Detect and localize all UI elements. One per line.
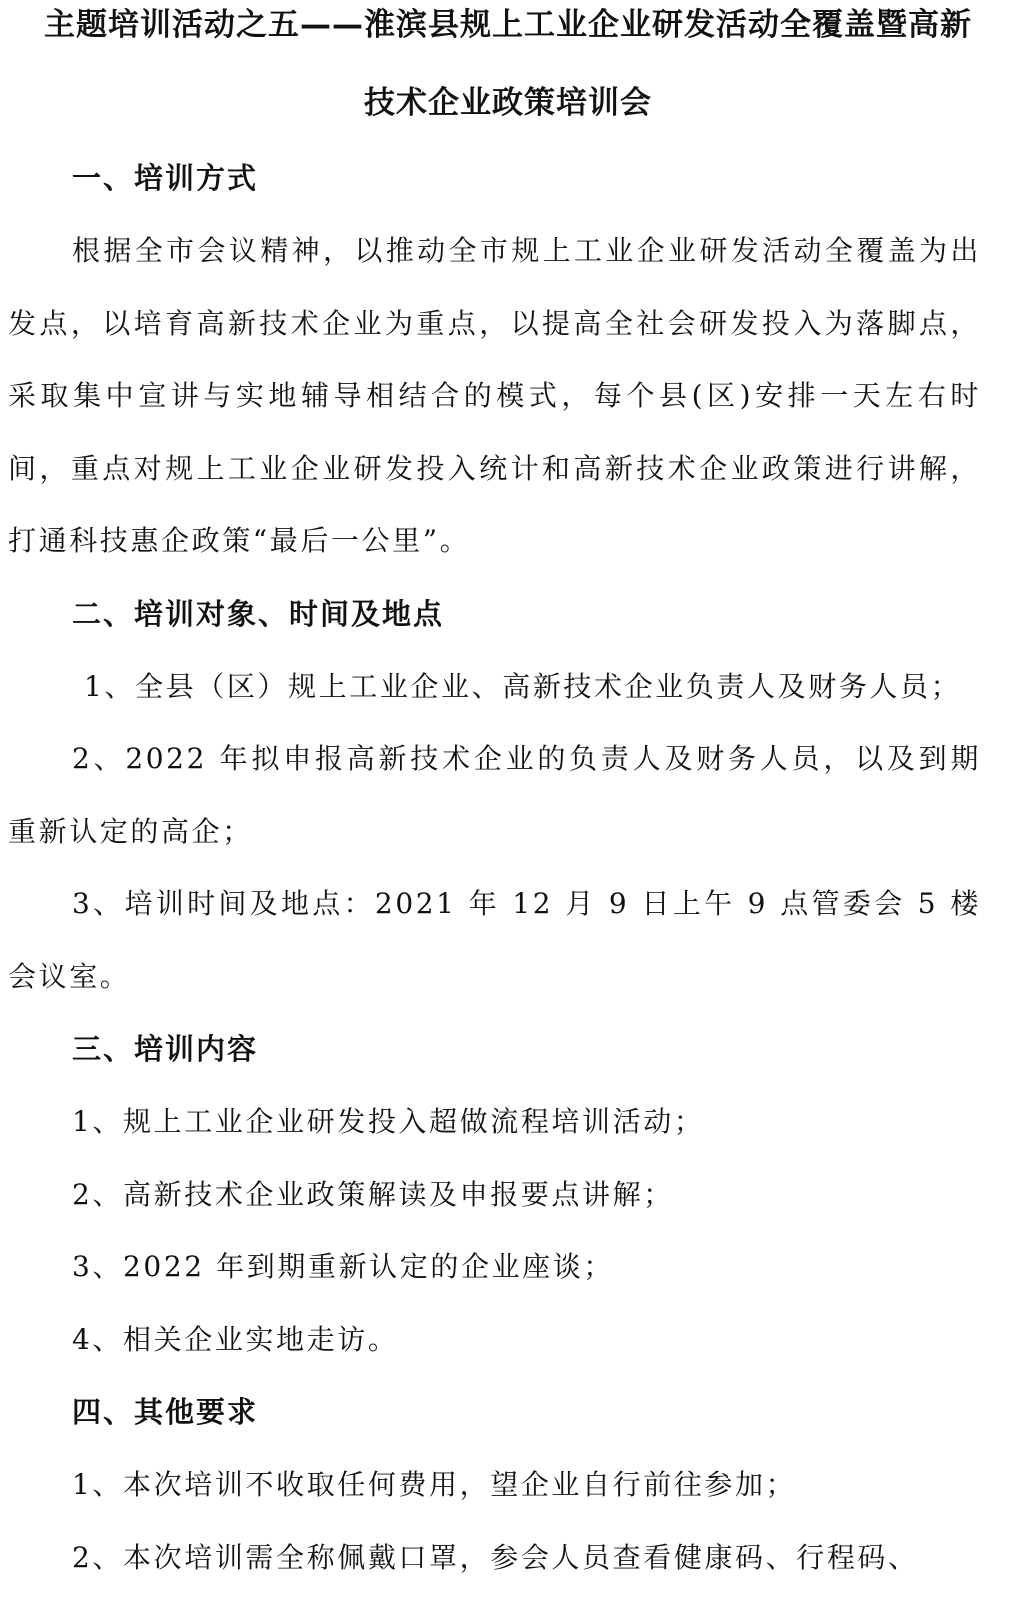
title-line-1: 主题培训活动之五——淮滨县规上工业企业研发活动全覆盖暨高新: [44, 7, 972, 43]
section-heading: 四、其他要求: [72, 1395, 259, 1429]
section-heading: 二、培训对象、时间及地点: [72, 596, 445, 631]
section-other-requirements: [0, 1376, 1021, 1594]
list-item: 3、2022 年到期重新认定的企业座谈；: [72, 1250, 614, 1283]
list-item: 1、全县（区）规上工业企业、高新技术企业负责人及财务人员；: [84, 669, 962, 703]
list-item: 3、培训时间及地点：2021 年 12 月 9 日上午 9 点管委会 5 楼会议室。: [8, 887, 981, 993]
section-training-targets: [0, 578, 1021, 1014]
section-training-method: [0, 142, 1021, 578]
section-heading: 一、培训方式: [72, 161, 259, 195]
document-title: [8, 0, 1008, 142]
list-item: 2、本次培训需全称佩戴口罩，参会人员查看健康码、行程码、: [72, 1540, 919, 1574]
list-item: 4、相关企业实地走访。: [72, 1322, 399, 1356]
body-paragraph: 根据全市会议精神，以推动全市规上工业企业研发活动全覆盖为出发点，以培育高新技术企业为重点，以提高全社会研发投入为落脚点，采取集中宣讲与实地辅导相结合的模式，每个县(区)安排一天左右时间，重点对规上工业企业研发投入统计和高新技术企业政策进行讲解，打通科技惠企政策“最后一公里”。: [8, 234, 981, 557]
list-item: 1、本次培训不收取任何费用，望企业自行前往参加；: [72, 1468, 797, 1501]
section-heading: 三、培训内容: [72, 1032, 259, 1066]
list-item: 2、2022 年拟申报高新技术企业的负责人及财务人员，以及到期重新认定的高企；: [8, 742, 981, 848]
list-item: 1、规上工业企业研发投入超做流程培训活动；: [72, 1105, 705, 1138]
list-item: 2、高新技术企业政策解读及申报要点讲解；: [72, 1177, 674, 1211]
title-line-2: 技术企业政策培训会: [364, 85, 652, 121]
section-training-content: [0, 1013, 1021, 1376]
